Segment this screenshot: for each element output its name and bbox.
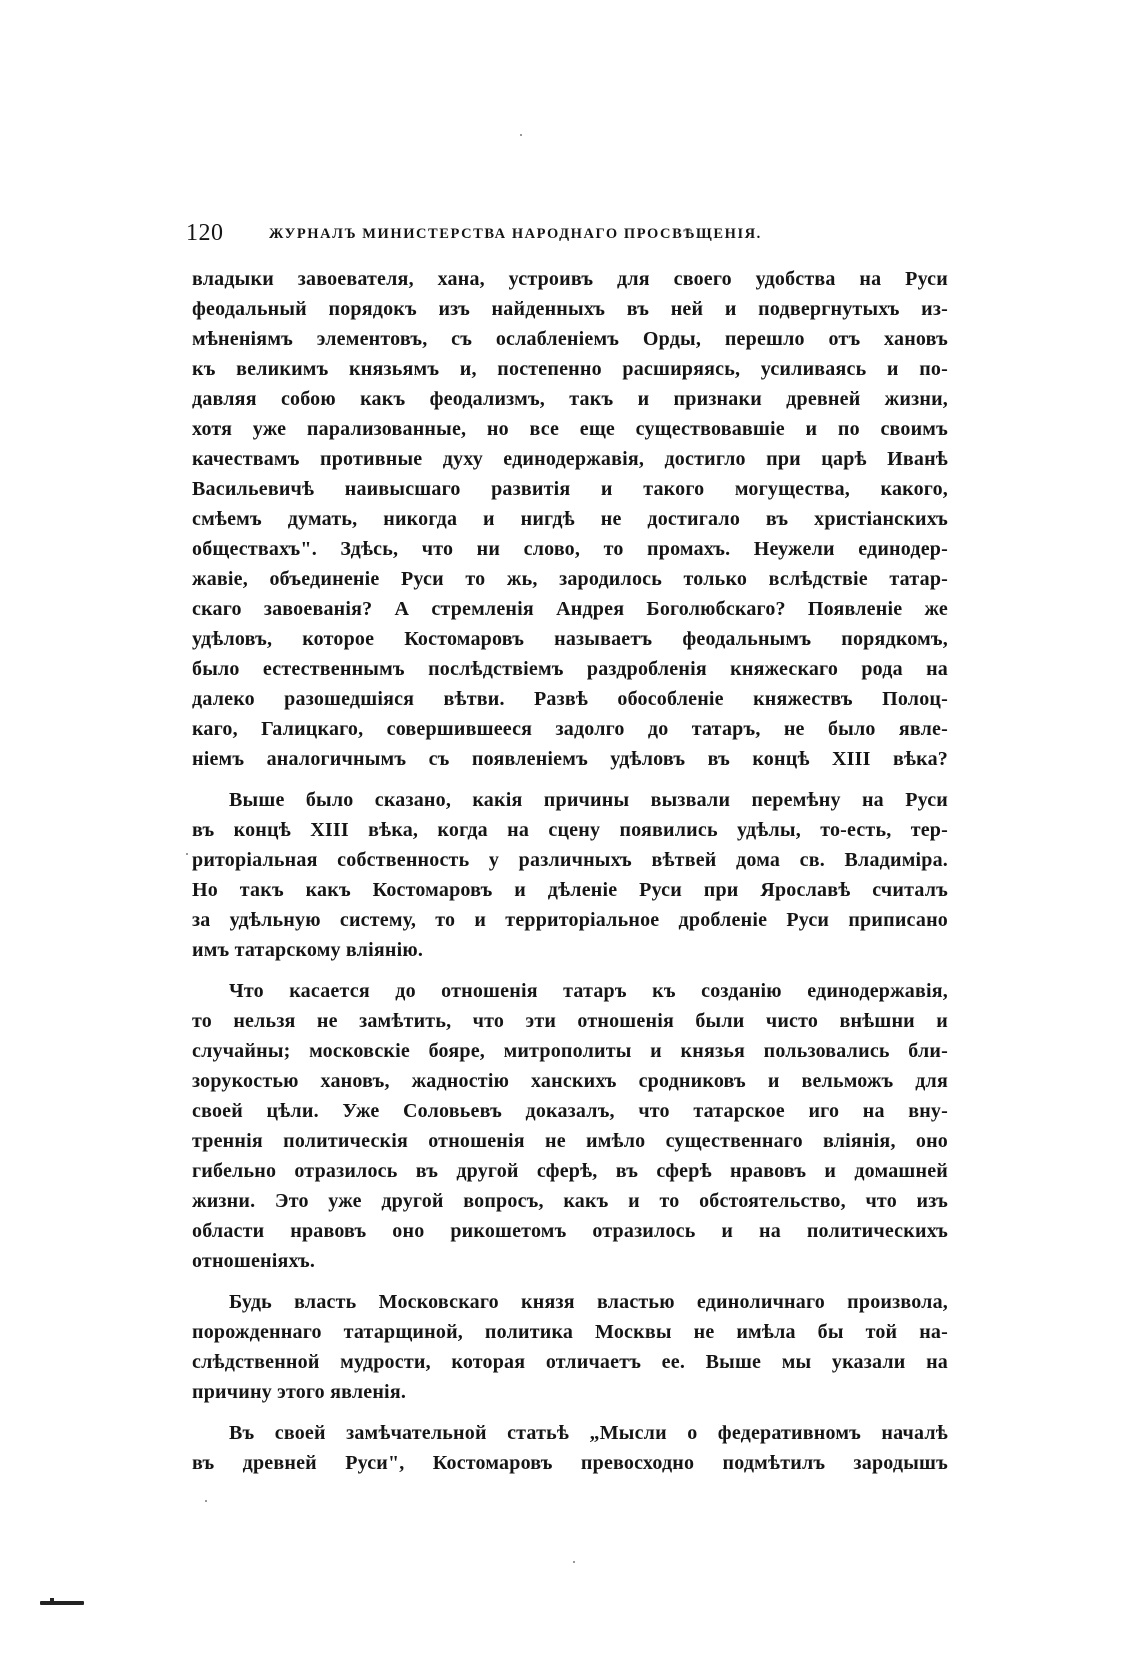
text-line: ніемъ аналогичнымъ съ появленіемъ удѣловъ въ концѣ XIII вѣка? (192, 748, 948, 770)
text-line: давляя собою какъ феодализмъ, такъ и признаки древней жизни, (192, 388, 948, 410)
text-line: Въ своей замѣчательной статьѣ „Мысли о федеративномъ началѣ (229, 1422, 948, 1444)
text-line: то нельзя не замѣтить, что эти отношенія были чисто внѣшни и (192, 1010, 948, 1032)
text-line: къ великимъ князьямъ и, постепенно расширяясь, усиливаясь и по- (192, 358, 948, 380)
text-line: имъ татарскому вліянію. (192, 939, 424, 961)
text-line: гибельно отразилось въ другой сферѣ, въ сферѣ нравовъ и домашней (192, 1160, 948, 1182)
scan-speck (205, 1500, 207, 1502)
scan-speck (573, 1561, 575, 1563)
paragraph-2 (192, 785, 948, 965)
text-line: треннія политическія отношенія не имѣло существеннаго вліянія, оно (192, 1130, 948, 1152)
text-line: своей цѣли. Уже Соловьевъ доказалъ, что татарское иго на вну- (192, 1100, 948, 1122)
text-line: жизни. Это уже другой вопросъ, какъ и то обстоятельство, что изъ (192, 1190, 948, 1212)
text-line: слѣдственной мудрости, которая отличаетъ ее. Выше мы указали на (192, 1351, 948, 1373)
running-header (186, 218, 946, 248)
text-line: зорукостью хановъ, жадностію ханскихъ сродниковъ и вельможъ для (192, 1070, 948, 1092)
text-line: обществахъ". Здѣсь, что ни слово, то промахъ. Неужели единодер- (192, 538, 948, 560)
journal-title: ЖУРНАЛЪ МИНИСТЕРСТВА НАРОДНАГО ПРОСВѢЩЕНІЯ. (269, 226, 762, 242)
text-line: Выше было сказано, какія причины вызвали перемѣну на Руси (229, 789, 948, 811)
scan-speck (186, 853, 188, 855)
text-line: удѣловъ, которое Костомаровъ называетъ феодальнымъ порядкомъ, (192, 628, 948, 650)
text-line: смѣемъ думать, никогда и нигдѣ не достигало въ христіанскихъ (192, 508, 948, 530)
text-line: Что касается до отношенія татаръ къ созданію единодержавія, (229, 980, 948, 1002)
scan-speck (520, 134, 522, 136)
text-line: за удѣльную систему, то и территоріальное дробленіе Руси приписано (192, 909, 948, 931)
text-line: далеко разошедшіяся вѣтви. Развѣ обособленіе княжествъ Полоц- (192, 688, 948, 710)
text-line: случайны; московскіе бояре, митрополиты и князья пользовались бли- (192, 1040, 948, 1062)
text-line: причину этого явленія. (192, 1381, 407, 1403)
text-line: Но такъ какъ Костомаровъ и дѣленіе Руси при Ярославѣ считалъ (192, 879, 948, 901)
text-line: качествамъ противные духу единодержавія, достигло при царѣ Иванѣ (192, 448, 948, 470)
text-line: въ древней Руси", Костомаровъ превосходно подмѣтилъ зародышъ (192, 1452, 948, 1474)
text-line: риторіальная собственность у различныхъ вѣтвей дома св. Владиміра. (192, 849, 948, 871)
text-line: каго, Галицкаго, совершившееся задолго до татаръ, не было явле- (192, 718, 948, 740)
text-line: скаго завоеванія? А стремленія Андрея Боголюбскаго? Появленіе же (192, 598, 948, 620)
paragraph-1 (192, 264, 948, 774)
text-line: въ концѣ XIII вѣка, когда на сцену появились удѣлы, то-есть, тер- (192, 819, 948, 841)
paragraph-4 (192, 1287, 948, 1407)
text-line: владыки завоевателя, хана, устроивъ для своего удобства на Руси (192, 268, 948, 290)
text-line: области нравовъ оно рикошетомъ отразилось и на политическихъ (192, 1220, 948, 1242)
scan-edge-mark (40, 1601, 84, 1605)
body-text (192, 264, 948, 1478)
paragraph-3 (192, 976, 948, 1276)
text-line: порожденнаго татарщиной, политика Москвы не имѣла бы той на- (192, 1321, 948, 1343)
text-line: отношеніяхъ. (192, 1250, 316, 1272)
text-line: было естественнымъ послѣдствіемъ раздробленія княжескаго рода на (192, 658, 948, 680)
text-line: феодальный порядокъ изъ найденныхъ въ ней и подвергнутыхъ из- (192, 298, 948, 320)
text-line: Васильевичѣ наивысшаго развитія и такого могущества, какого, (192, 478, 948, 500)
text-line: хотя уже парализованные, но все еще существовавшіе и по своимъ (192, 418, 948, 440)
page-number: 120 (186, 220, 224, 246)
paragraph-5 (192, 1418, 948, 1478)
text-line: жавіе, объединеніе Руси то жь, зародилось только вслѣдствіе татар- (192, 568, 948, 590)
text-line: Будь власть Московскаго князя властью единоличнаго произвола, (229, 1291, 948, 1313)
text-line: мѣненіямъ элементовъ, съ ослабленіемъ Орды, перешло отъ хановъ (192, 328, 948, 350)
